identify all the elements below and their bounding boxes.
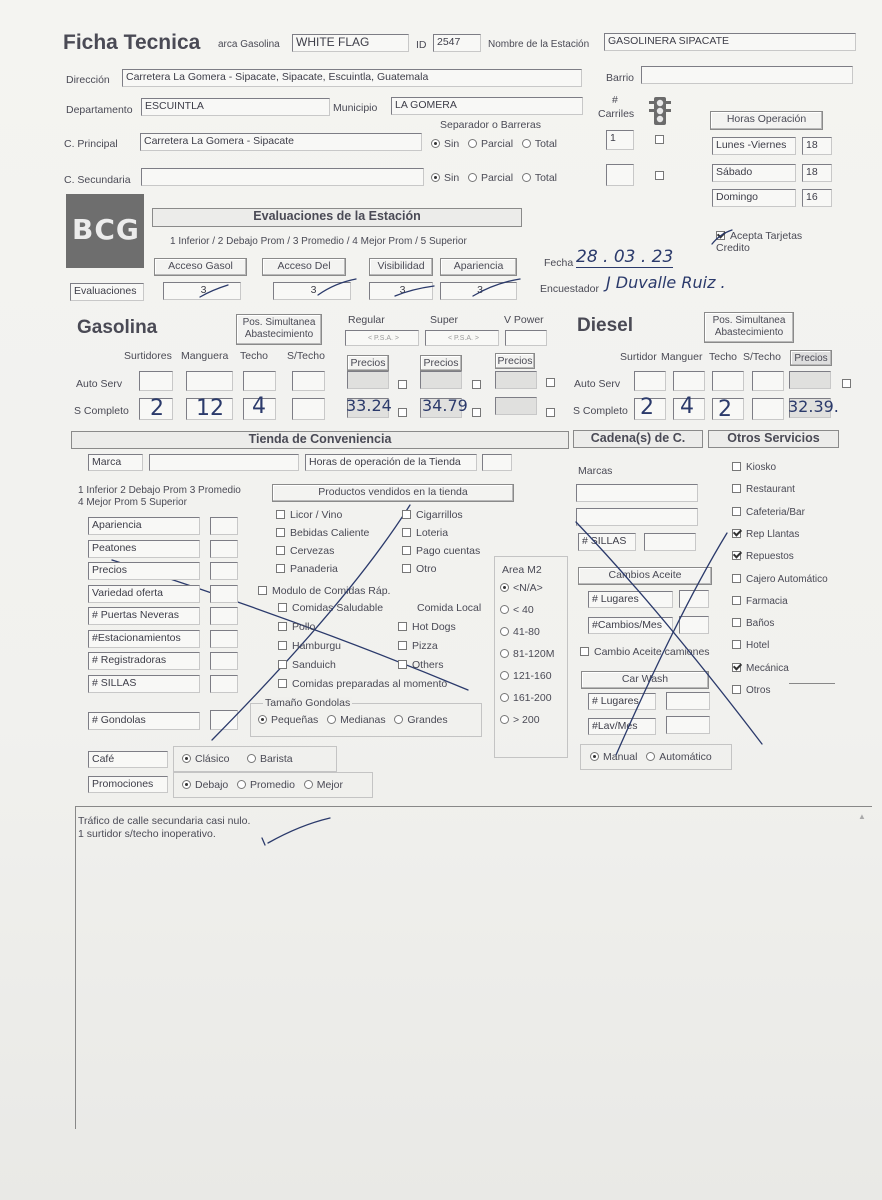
gas-auto-stecho[interactable] <box>292 371 325 391</box>
gas-auto-serv-label: Auto Serv <box>76 378 123 390</box>
id-field[interactable]: 2547 <box>433 34 481 52</box>
otros-item: Cajero Automático <box>732 574 828 585</box>
tienda-eval-field[interactable] <box>210 607 238 625</box>
col-stecho: S/Techo <box>287 350 325 362</box>
radio-mejor[interactable] <box>304 780 313 789</box>
tienda-eval-label: Variedad oferta <box>88 585 200 603</box>
gas-auto-regular-precio[interactable] <box>347 371 389 389</box>
producto-item: Cigarrillos <box>402 509 463 521</box>
comida-item: Hamburgu <box>278 640 341 652</box>
gas-auto-vpower-precio[interactable] <box>495 371 537 389</box>
sabado-field[interactable]: 18 <box>802 164 832 182</box>
area-radio[interactable] <box>500 605 509 614</box>
gas-surtidores-value: 2 <box>150 396 164 421</box>
car-wash-header: Car Wash <box>581 671 709 689</box>
horas-tienda-label: Horas de operación de la Tienda <box>305 454 477 471</box>
carwash-lugares-field[interactable] <box>666 692 710 710</box>
producto-item: Panaderia <box>276 563 338 575</box>
encuestador-label: Encuestador <box>540 283 599 295</box>
super-label: Super <box>430 314 459 326</box>
gas-completo-vpower-precio[interactable] <box>495 397 537 415</box>
producto-checkbox[interactable] <box>276 510 285 519</box>
gas-auto-super-precio[interactable] <box>420 371 462 389</box>
diesel-auto-surtidor[interactable] <box>634 371 666 391</box>
gas-completo-regular-cb[interactable] <box>398 403 412 421</box>
secundaria-checkbox[interactable] <box>655 166 669 184</box>
gas-auto-surtidores[interactable] <box>139 371 173 391</box>
precios-super-label: Precios <box>420 355 462 371</box>
wash-type-options: Manual Automático <box>590 751 712 763</box>
otros-checkbox[interactable] <box>732 462 741 471</box>
otros-item: Farmacia <box>732 596 788 607</box>
dcol-manguer: Manguer <box>661 351 703 363</box>
acepta-tarjetas: Acepta Tarjetas Credito <box>716 230 803 254</box>
otros-item: Kiosko <box>732 462 776 473</box>
modulo-comidas: Modulo de Comidas Ráp. <box>258 585 390 597</box>
promociones-label: Promociones <box>88 776 168 793</box>
otros-checkbox[interactable] <box>732 663 741 672</box>
otros-checkbox[interactable] <box>732 484 741 493</box>
gas-completo-super-cb[interactable] <box>472 403 486 421</box>
tienda-scale-2: 4 Mejor Prom 5 Superior <box>78 497 187 508</box>
radio-promedio[interactable] <box>237 780 246 789</box>
producto-item: Licor / Vino <box>276 509 342 521</box>
acceso-del-value[interactable]: 3 <box>273 282 351 300</box>
otros-checkbox[interactable] <box>732 551 741 560</box>
tienda-eval-field[interactable] <box>210 630 238 648</box>
sabado-label-box: Sábado <box>712 164 796 182</box>
area-option: < 40 <box>500 604 534 616</box>
precio-super-value: 34.79 <box>422 396 468 415</box>
carriles-secundaria-field[interactable] <box>606 164 634 186</box>
producto-checkbox[interactable] <box>402 546 411 555</box>
domingo-field[interactable]: 16 <box>802 189 832 207</box>
visibilidad-value[interactable]: 3 <box>369 282 433 300</box>
evaluaciones-scale: 1 Inferior / 2 Debajo Prom / 3 Promedio / 4 Mejor Prom / 5 Superior <box>170 236 467 247</box>
diesel-precio-value: 32.39. <box>788 397 839 416</box>
gas-manguera-value: 12 <box>196 396 224 421</box>
gondolas-field[interactable] <box>210 710 238 730</box>
comida-checkbox[interactable] <box>398 622 407 631</box>
principal-label: C. Principal <box>64 138 118 150</box>
cambios-mes-field[interactable] <box>679 616 709 634</box>
tamano-label: Tamaño Gondolas <box>265 697 351 709</box>
producto-item: Cervezas <box>276 545 334 557</box>
comida-item: Pollo <box>278 621 315 633</box>
id-label: ID <box>416 39 427 51</box>
producto-checkbox[interactable] <box>276 564 285 573</box>
promo-options: Debajo Promedio Mejor <box>182 779 343 791</box>
radio-manual[interactable] <box>590 752 599 761</box>
tienda-eval-label: #Estacionamientos <box>88 630 200 648</box>
radio-medianas[interactable] <box>327 715 336 724</box>
cadena-marcas-field2[interactable] <box>576 508 698 526</box>
otros-header: Otros Servicios <box>708 430 839 448</box>
radio-total-secundaria[interactable] <box>522 173 531 182</box>
direccion-label: Dirección <box>66 74 110 86</box>
precio-regular-value: 33.24 <box>346 396 392 415</box>
principal-checkbox[interactable] <box>655 130 669 148</box>
nombre-label: Nombre de la Estación <box>488 39 590 50</box>
tienda-eval-field[interactable] <box>210 517 238 535</box>
area-radio[interactable] <box>500 649 509 658</box>
tienda-eval-label: # Registradoras <box>88 652 200 670</box>
tienda-eval-label: Peatones <box>88 540 200 558</box>
principal-field[interactable]: Carretera La Gomera - Sipacate <box>140 133 422 151</box>
carriles-hash: # <box>612 94 618 106</box>
dcol-stecho: S/Techo <box>743 351 781 363</box>
otros-item: Otros <box>732 685 770 696</box>
notes-textarea[interactable] <box>75 806 872 1129</box>
gas-auto-super-cb[interactable] <box>472 375 486 393</box>
barrio-label: Barrio <box>606 72 635 84</box>
diesel-auto-precio[interactable] <box>789 371 831 389</box>
cambios-mes-label: #Cambios/Mes <box>588 617 673 634</box>
tienda-eval-field[interactable] <box>210 652 238 670</box>
separador-label: Separador o Barreras <box>440 119 541 131</box>
departamento-field[interactable]: ESCUINTLA <box>141 98 330 116</box>
marca-label: arca Gasolina <box>218 39 280 50</box>
tienda-scale-1: 1 Inferior 2 Debajo Prom 3 Promedio <box>78 485 241 496</box>
carriles-principal-field[interactable]: 1 <box>606 130 634 150</box>
gas-techo-value: 4 <box>252 394 266 419</box>
comida-checkbox[interactable] <box>278 660 287 669</box>
cambios-lugares-label: # Lugares <box>588 591 673 608</box>
producto-item: Bebidas Caliente <box>276 527 369 539</box>
cambio-camiones-checkbox[interactable] <box>580 647 589 656</box>
visibilidad-label: Visibilidad <box>369 258 433 276</box>
radio-clasico[interactable] <box>182 754 191 763</box>
cadena-marcas-label: Marcas <box>578 465 613 477</box>
secundaria-label: C. Secundaria <box>64 174 131 186</box>
area-option: 161-200 <box>500 692 552 704</box>
diesel-completo-stecho[interactable] <box>752 398 784 420</box>
producto-item: Pago cuentas <box>402 545 480 557</box>
gas-s-completo-label: S Completo <box>74 405 129 417</box>
gas-completo-stecho[interactable] <box>292 398 325 420</box>
comidas-momento: Comidas preparadas al momento <box>278 678 447 690</box>
gas-auto-techo[interactable] <box>243 371 276 391</box>
carwash-lugares-label: # Lugares <box>588 693 656 710</box>
diesel-title: Diesel <box>577 315 633 336</box>
secundaria-field[interactable] <box>141 168 424 186</box>
regular-psa-field[interactable]: < P.S.A. > <box>345 330 419 346</box>
producto-checkbox[interactable] <box>402 510 411 519</box>
radio-pequenas[interactable] <box>258 715 267 724</box>
domingo-label-box: Domingo <box>712 189 796 207</box>
radio-parcial-principal[interactable] <box>468 139 477 148</box>
municipio-label: Municipio <box>333 102 378 114</box>
cafe-label: Café <box>88 751 168 768</box>
comida-checkbox[interactable] <box>278 622 287 631</box>
cadena-sillas-label: # SILLAS <box>578 533 636 551</box>
nombre-field[interactable]: GASOLINERA SIPACATE <box>604 33 856 51</box>
col-techo: Techo <box>240 350 269 362</box>
gas-auto-regular-cb[interactable] <box>398 375 412 393</box>
gondolas-label: # Gondolas <box>88 712 200 730</box>
otros-item: Cafeteria/Bar <box>732 507 805 518</box>
area-option: 81-120M <box>500 648 554 660</box>
evaluaciones-row-label: Evaluaciones <box>70 283 144 301</box>
otros-checkbox[interactable] <box>732 618 741 627</box>
area-option: 121-160 <box>500 670 552 682</box>
lav-mes-field[interactable] <box>666 716 710 734</box>
acceso-gasol-label: Acceso Gasol <box>154 258 247 276</box>
otros-item: Baños <box>732 618 774 629</box>
comida-item: Sanduich <box>278 659 336 671</box>
diesel-auto-techo[interactable] <box>712 371 744 391</box>
vpower-psa-field[interactable] <box>505 330 547 346</box>
carriles-label: Carriles <box>598 108 635 120</box>
otros-checkbox[interactable] <box>732 640 741 649</box>
area-option: <N/A> <box>500 582 543 594</box>
notes-line-1: Tráfico de calle secundaria casi nulo. <box>78 815 251 827</box>
cambio-camiones: Cambio Aceite camiones <box>580 646 710 658</box>
area-label: Area M2 <box>502 564 542 576</box>
dcol-techo: Techo <box>709 351 738 363</box>
cadena-marcas-field1[interactable] <box>576 484 698 502</box>
tienda-header: Tienda de Conveniencia <box>71 431 569 449</box>
cafe-options: Clásico Barista <box>182 753 293 765</box>
comida-checkbox[interactable] <box>398 660 407 669</box>
tienda-eval-label: # SILLAS <box>88 675 200 693</box>
apariencia-value[interactable]: 3 <box>440 282 517 300</box>
diesel-manguer-value: 4 <box>680 394 694 419</box>
gas-completo-vpower-cb[interactable] <box>546 403 560 421</box>
marca-field[interactable]: WHITE FLAG <box>292 34 409 52</box>
radio-sin-secundaria[interactable] <box>431 173 440 182</box>
radio-total-principal[interactable] <box>522 139 531 148</box>
otros-item: Mecánica <box>732 663 789 674</box>
producto-item: Loteria <box>402 527 448 539</box>
gasolina-title: Gasolina <box>77 317 158 338</box>
diesel-auto-manguer[interactable] <box>673 371 705 391</box>
fecha-label: Fecha <box>544 257 574 269</box>
vpower-label: V Power <box>504 314 544 326</box>
area-radio[interactable] <box>500 583 509 592</box>
diesel-s-completo-label: S Completo <box>573 405 628 417</box>
comida-checkbox[interactable] <box>398 641 407 650</box>
diesel-auto-cb[interactable] <box>842 374 856 392</box>
barrio-field[interactable] <box>641 66 853 84</box>
gas-auto-manguera[interactable] <box>186 371 233 391</box>
otros-checkbox[interactable] <box>732 685 741 694</box>
cambios-aceite-header: Cambios Aceite <box>578 567 712 585</box>
radio-barista[interactable] <box>247 754 256 763</box>
comida-checkbox[interactable] <box>278 641 287 650</box>
horas-operacion-header: Horas Operación <box>710 111 823 130</box>
radio-parcial-secundaria[interactable] <box>468 173 477 182</box>
producto-checkbox[interactable] <box>402 528 411 537</box>
col-manguera: Manguera <box>181 350 229 362</box>
tienda-marca-field[interactable] <box>149 454 299 471</box>
producto-item: Otro <box>402 563 436 575</box>
acepta-tarjetas-checkbox[interactable] <box>716 231 725 240</box>
area-option: > 200 <box>500 714 540 726</box>
comida-item: Pizza <box>398 640 438 652</box>
otros-checkbox[interactable] <box>732 529 741 538</box>
cadena-header: Cadena(s) de C. <box>573 430 703 448</box>
principal-separador: Sin Parcial Total <box>431 138 557 150</box>
bcg-logo-text: BCG <box>72 213 140 246</box>
diesel-pos-simultanea: Pos. Simultanea Abastecimiento <box>704 312 794 343</box>
area-radio[interactable] <box>500 693 509 702</box>
notes-scroll-arrow-icon[interactable]: ▲ <box>858 812 866 821</box>
diesel-surtidor-value: 2 <box>640 395 654 420</box>
traffic-light-icon <box>648 96 672 131</box>
otros-item: Rep Llantas <box>732 529 799 540</box>
otros-checkbox[interactable] <box>732 507 741 516</box>
otros-item: Restaurant <box>732 484 795 495</box>
comida-local: Comida Local <box>417 602 482 614</box>
productos-header: Productos vendidos en la tienda <box>272 484 514 502</box>
acceso-gasol-value[interactable]: 3 <box>163 282 241 300</box>
precios-regular-label: Precios <box>347 355 389 371</box>
notes-line-2: 1 surtidor s/techo inoperativo. <box>78 828 216 840</box>
secundaria-separador: Sin Parcial Total <box>431 172 557 184</box>
area-radio[interactable] <box>500 671 509 680</box>
form-title: Ficha Tecnica <box>63 31 201 54</box>
cadena-sillas-field[interactable] <box>644 533 696 551</box>
super-psa-field[interactable]: < P.S.A. > <box>425 330 499 346</box>
tienda-eval-field[interactable] <box>210 585 238 603</box>
lunes-label-box: Lunes -Viernes <box>712 137 796 155</box>
otros-item: Repuestos <box>732 551 794 562</box>
acceso-del-label: Acceso Del <box>262 258 346 276</box>
lav-mes-label: #Lav/Mes <box>588 718 656 735</box>
radio-automatico[interactable] <box>646 752 655 761</box>
radio-sin-principal[interactable] <box>431 139 440 148</box>
cambios-lugares-field[interactable] <box>679 590 709 608</box>
encuestador-value[interactable]: J Duvalle Ruiz . <box>606 273 726 292</box>
dcol-surtidor: Surtidor <box>620 351 657 363</box>
gas-auto-vpower-cb[interactable] <box>546 373 560 391</box>
otros-item: Hotel <box>732 640 769 651</box>
lunes-field[interactable]: 18 <box>802 137 832 155</box>
tienda-eval-field[interactable] <box>210 540 238 558</box>
tienda-eval-label: Precios <box>88 562 200 580</box>
area-radio[interactable] <box>500 715 509 724</box>
tienda-eval-label: Apariencia <box>88 517 200 535</box>
apariencia-label: Apariencia <box>440 258 517 276</box>
comida-item: Hot Dogs <box>398 621 456 633</box>
horas-tienda-field[interactable] <box>482 454 512 471</box>
producto-checkbox[interactable] <box>276 528 285 537</box>
precios-vpower-label: Precios <box>495 353 535 369</box>
diesel-auto-serv-label: Auto Serv <box>574 378 621 390</box>
col-surtidores: Surtidores <box>124 350 172 362</box>
fecha-value[interactable]: 28 . 03 . 23 <box>576 247 674 267</box>
departamento-label: Departamento <box>66 104 133 116</box>
producto-checkbox[interactable] <box>276 546 285 555</box>
comidas-momento-checkbox[interactable] <box>278 679 287 688</box>
otros-checkbox[interactable] <box>732 596 741 605</box>
area-option: 41-80 <box>500 626 540 638</box>
tamano-options: Pequeñas Medianas Grandes <box>258 714 448 726</box>
diesel-precios-label: Precios <box>790 350 832 366</box>
otros-checkbox[interactable] <box>732 574 741 583</box>
municipio-field[interactable]: LA GOMERA <box>391 97 583 115</box>
diesel-auto-stecho[interactable] <box>752 371 784 391</box>
modulo-comidas-checkbox[interactable] <box>258 586 267 595</box>
comida-item: Others <box>398 659 444 671</box>
area-radio[interactable] <box>500 627 509 636</box>
diesel-techo-value: 2 <box>718 397 732 422</box>
tienda-eval-label: # Puertas Neveras <box>88 607 200 625</box>
producto-checkbox[interactable] <box>402 564 411 573</box>
radio-grandes[interactable] <box>394 715 403 724</box>
otros-line <box>789 683 835 684</box>
evaluaciones-header: Evaluaciones de la Estación <box>152 208 522 227</box>
comidas-saludable-checkbox[interactable] <box>278 603 287 612</box>
radio-debajo[interactable] <box>182 780 191 789</box>
regular-label: Regular <box>348 314 385 326</box>
tienda-eval-field[interactable] <box>210 675 238 693</box>
comidas-saludable: Comidas Saludable <box>278 602 383 614</box>
tienda-eval-field[interactable] <box>210 562 238 580</box>
gasolina-pos-simultanea: Pos. Simultanea Abastecimiento <box>236 314 322 345</box>
direccion-field[interactable]: Carretera La Gomera - Sipacate, Sipacate, Escuintla, Guatemala <box>122 69 582 87</box>
marca-label-box: Marca <box>88 454 143 471</box>
